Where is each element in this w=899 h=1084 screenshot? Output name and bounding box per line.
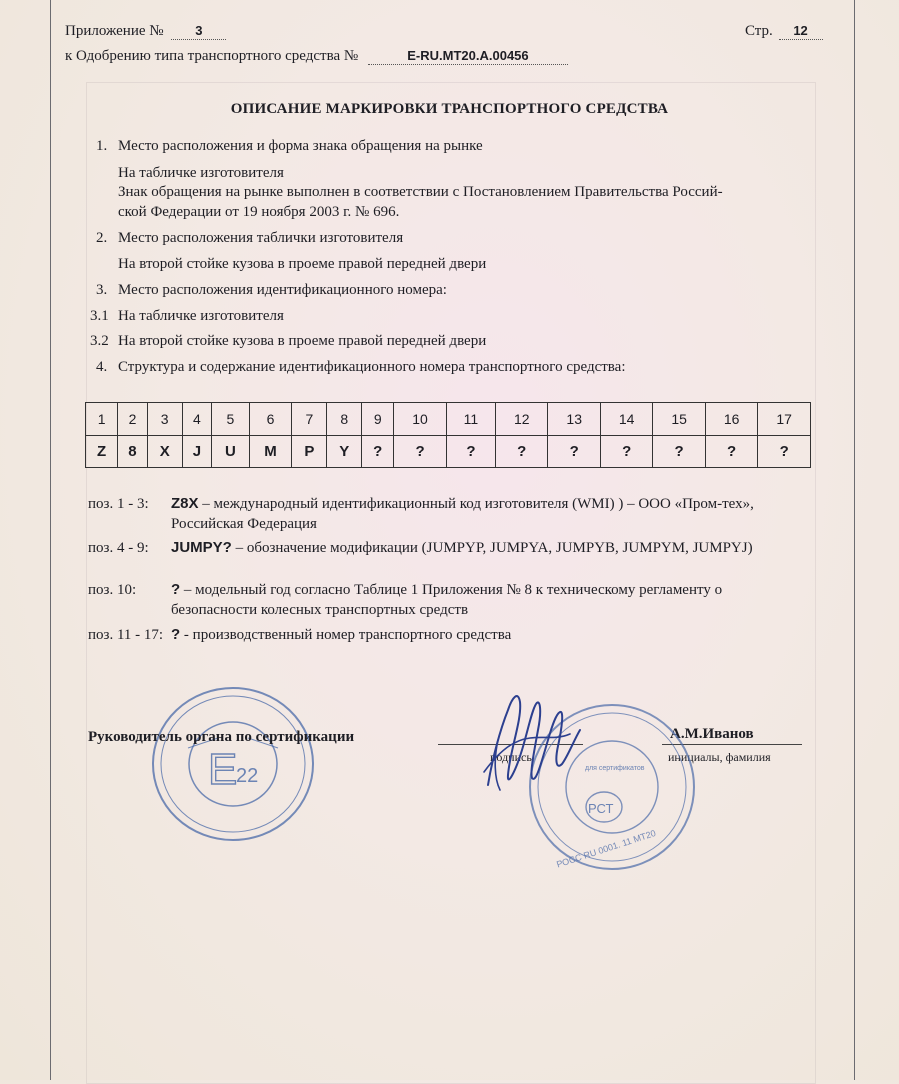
organization-stamp-left: [148, 684, 318, 844]
vin-code-cell: 8: [118, 435, 148, 468]
page-number: 12: [779, 23, 823, 40]
section-2-heading: 2. Место расположения таблички изготовителя: [96, 230, 404, 246]
approval-label: к Одобрению типа транспортного средства №: [65, 48, 359, 64]
vin-position-cell: 7: [292, 403, 327, 436]
position-text: JUMPY? – обозначение модификации (JUMPYP, JUMPYA, JUMPYB, JUMPYM, JUMPYJ): [171, 539, 753, 556]
position-text: ? - производственный номер транспортного средства: [171, 626, 512, 643]
vin-position-cell: 4: [182, 403, 212, 436]
vin-position-cell: 17: [758, 403, 811, 436]
vin-position-cell: 13: [548, 403, 600, 436]
vin-position-cell: 6: [249, 403, 292, 436]
approval-number: E-RU.MT20.A.00456: [368, 48, 568, 65]
section-1-body-line-3: ской Федерации от 19 ноября 2003 г. № 696.: [118, 204, 400, 220]
position-label: поз. 11 - 17:: [88, 627, 164, 643]
stamp-inner-label: для сертификатов: [585, 765, 645, 772]
vin-position-row: [86, 403, 811, 436]
vin-code-cell: ?: [600, 435, 652, 468]
vin-code-cell: Y: [327, 435, 362, 468]
vin-position-cell: 3: [147, 403, 182, 436]
vin-position-cell: 16: [705, 403, 757, 436]
vin-code-cell: J: [182, 435, 212, 468]
section-1-body-line-2: Знак обращения на рынке выполнен в соответствии с Постановлением Правительства Россий-: [118, 184, 723, 200]
position-text: Z8X – международный идентификационный код изготовителя (WMI) ) – ООО «Пром-тех», Российская Федерация: [171, 495, 754, 532]
vin-position-cell: 10: [394, 403, 446, 436]
stamp-registration-number: РОСС RU 0001. 11 МТ20: [555, 827, 658, 870]
vin-code-cell: ?: [548, 435, 600, 468]
section-2-body: На второй стойке кузова в проеме правой передней двери: [118, 256, 487, 272]
vin-code-row: [86, 435, 811, 468]
section-4-heading: 4. Структура и содержание идентификационного номера транспортного средства:: [96, 359, 626, 375]
vin-code-cell: ?: [653, 435, 705, 468]
vin-structure-table: [85, 402, 811, 468]
section-3-heading: 3. Место расположения идентификационного номера:: [96, 282, 447, 298]
section-1-heading: 1. Место расположения и форма знака обращения на рынке: [96, 138, 483, 154]
section-3-item-1: 3.1 На табличке изготовителя: [90, 308, 284, 324]
stamp-e-letter: E: [208, 745, 238, 794]
position-label: поз. 10:: [88, 582, 137, 598]
page-line: [745, 23, 823, 40]
vin-code-cell: ?: [394, 435, 446, 468]
vin-code-cell: M: [249, 435, 292, 468]
vin-code-cell: Z: [86, 435, 118, 468]
vin-position-cell: 15: [653, 403, 705, 436]
appendix-number: 3: [171, 23, 226, 40]
vin-code-cell: ?: [446, 435, 495, 468]
stamp-e22-number: 22: [236, 765, 259, 787]
position-label: поз. 1 - 3:: [88, 496, 149, 512]
position-text: ? – модельный год согласно Таблице 1 Приложения № 8 к техническому регламенту о безопасности колесных транспортных средств: [171, 581, 723, 618]
vin-code-cell: ?: [758, 435, 811, 468]
vin-position-cell: 2: [118, 403, 148, 436]
handwritten-signature: [470, 680, 600, 800]
vin-position-cell: 11: [446, 403, 495, 436]
vin-code-cell: U: [212, 435, 249, 468]
signatory-role: Руководитель органа по сертификации: [88, 729, 355, 745]
vin-code-cell: X: [147, 435, 182, 468]
vin-position-cell: 5: [212, 403, 249, 436]
position-label: поз. 4 - 9:: [88, 540, 149, 556]
appendix-label: Приложение №: [65, 23, 164, 39]
name-caption: инициалы, фамилия: [668, 750, 771, 764]
vin-position-cell: 9: [362, 403, 394, 436]
section-3-item-2: 3.2 На второй стойке кузова в проеме правой передней двери: [90, 333, 487, 349]
appendix-line: [65, 23, 226, 40]
section-1-body-line-1: На табличке изготовителя: [118, 165, 284, 181]
stamp-pct-mark: РСТ: [588, 801, 614, 816]
vin-position-cell: 12: [496, 403, 548, 436]
document-title: ОПИСАНИЕ МАРКИРОВКИ ТРАНСПОРТНОГО СРЕДСТВА: [230, 101, 669, 117]
signature-caption: подпись: [490, 750, 532, 764]
approval-line: [65, 48, 568, 65]
vin-position-cell: 1: [86, 403, 118, 436]
vin-code-cell: ?: [362, 435, 394, 468]
vin-code-cell: P: [292, 435, 327, 468]
vin-position-cell: 14: [600, 403, 652, 436]
vin-code-cell: ?: [496, 435, 548, 468]
vin-code-cell: ?: [705, 435, 757, 468]
vin-position-cell: 8: [327, 403, 362, 436]
signatory-name: А.М.Иванов: [670, 726, 754, 742]
page-label: Стр.: [745, 23, 773, 39]
